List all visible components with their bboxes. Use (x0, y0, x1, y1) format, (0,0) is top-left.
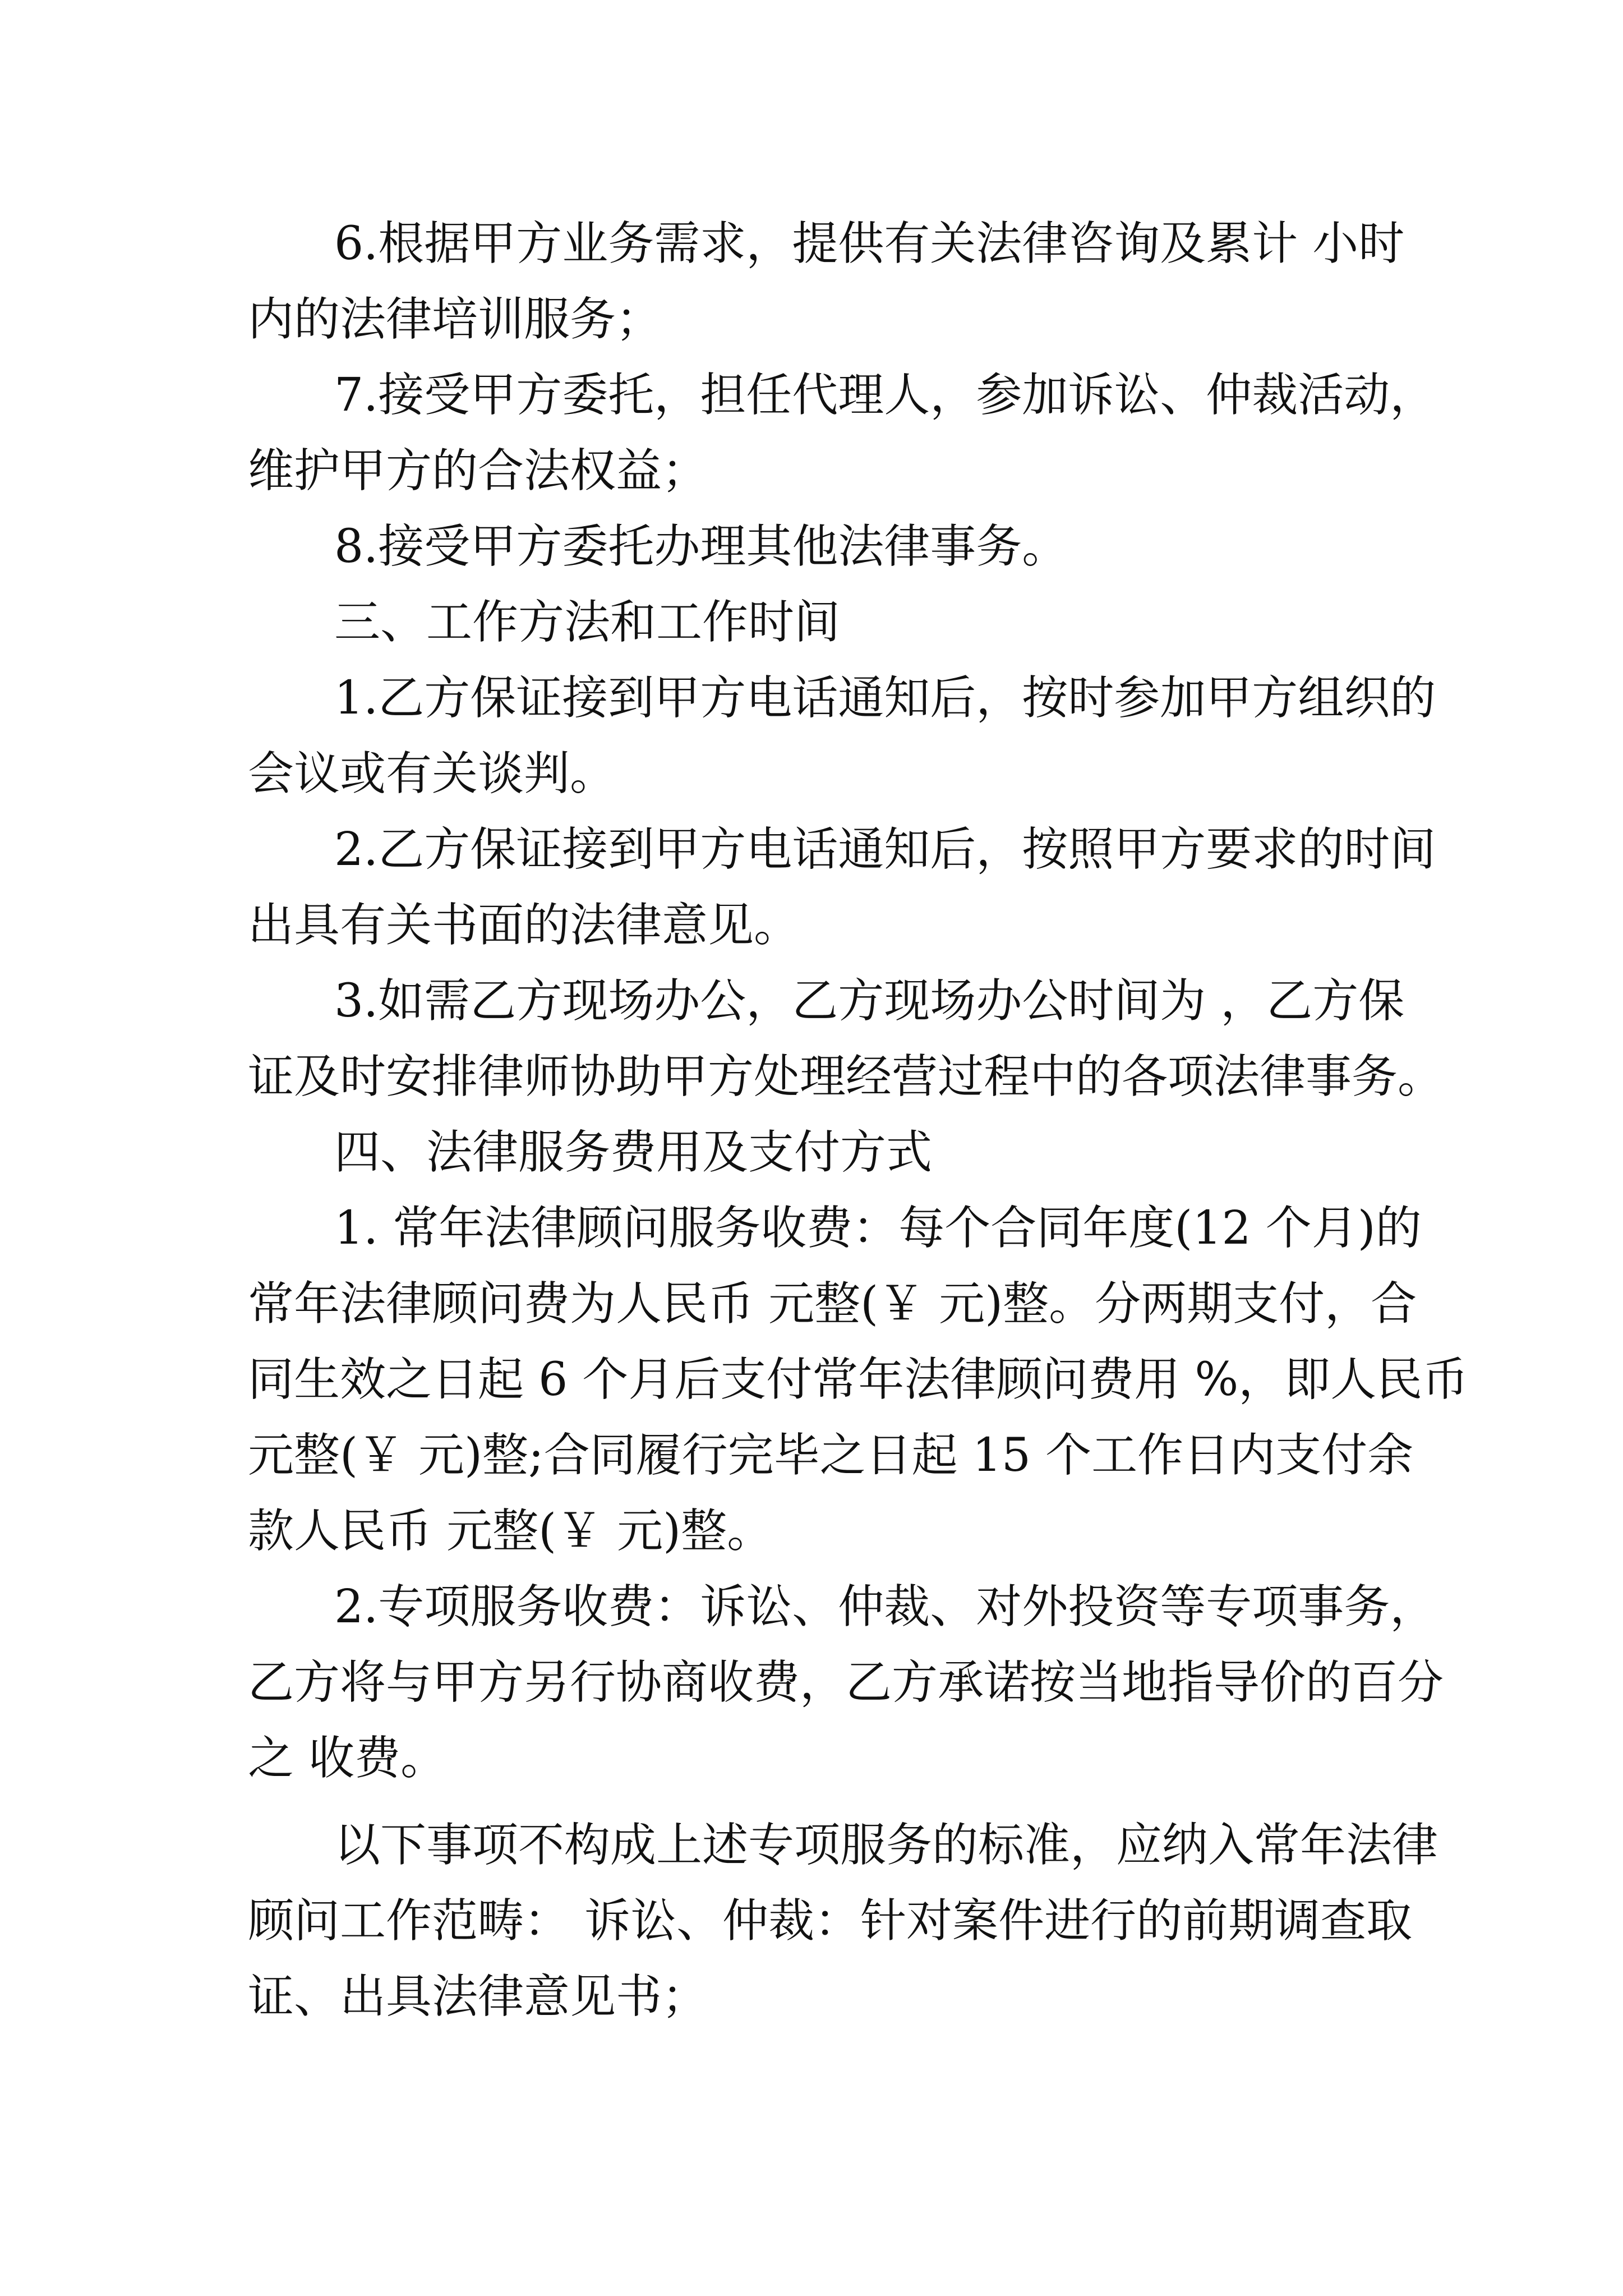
line-text: 证及时安排律师协助甲方处理经营过程中的各项法律事务。 (248, 1050, 1444, 1103)
line-text: 常年法律顾问费为人民币 元整(￥ 元)整。分两期支付，合 (248, 1277, 1417, 1331)
text-line (0, 1725, 1623, 1792)
line-text: 7.接受甲方委托，担任代理人，参加诉讼、仲裁活动， (334, 369, 1436, 422)
line-text: 1. 常年法律顾问服务收费：每个合同年度(12 个月)的 (334, 1202, 1422, 1255)
line-text: 三、工作方法和工作时间 (334, 596, 841, 649)
text-line (0, 1422, 1623, 1489)
text-line (0, 210, 1623, 278)
section-heading (0, 1119, 1623, 1186)
line-text: 1.乙方保证接到甲方电话通知后，按时参加甲方组织的 (334, 671, 1436, 725)
text-line (0, 1573, 1623, 1641)
line-text: 款人民币 元整(￥ 元)整。 (248, 1504, 773, 1558)
line-text: 乙方将与甲方另行协商收费，乙方承诺按当地指导价的百分 (248, 1656, 1444, 1709)
text-line (0, 892, 1623, 959)
text-line (0, 1963, 1623, 2031)
text-line (0, 513, 1623, 581)
text-line (0, 286, 1623, 353)
text-line (0, 1346, 1623, 1414)
text-line (0, 665, 1623, 732)
section-heading (0, 589, 1623, 656)
line-text: 维护甲方的合法权益； (248, 444, 708, 498)
line-text: 同生效之日起 6 个月后支付常年法律顾问费用 %，即人民币 (248, 1353, 1469, 1406)
text-line (0, 362, 1623, 429)
text-line (0, 968, 1623, 1035)
text-line (0, 1271, 1623, 1338)
line-text: 内的法律培训服务； (248, 293, 662, 346)
text-line (0, 438, 1623, 505)
line-text: 证、出具法律意见书； (248, 1970, 708, 2023)
line-text: 6.根据甲方业务需求，提供有关法律咨询及累计 小时 (334, 217, 1405, 270)
line-text: 之 收费。 (248, 1732, 447, 1785)
line-text: 8.接受甲方委托办理其他法律事务。 (334, 520, 1068, 573)
line-text: 以下事项不构成上述专项服务的标准，应纳入常年法律 (334, 1819, 1438, 1872)
line-text: 2.专项服务收费：诉讼、仲裁、对外投资等专项事务， (334, 1580, 1436, 1634)
line-text: 出具有关书面的法律意见。 (248, 899, 800, 952)
text-line (0, 1195, 1623, 1262)
line-text: 2.乙方保证接到甲方电话通知后，按照甲方要求的时间 (334, 823, 1436, 876)
line-text: 四、法律服务费用及支付方式 (334, 1126, 933, 1179)
text-line (0, 1043, 1623, 1111)
line-text: 元整(￥ 元)整;合同履行完毕之日起 15 个工作日内支付余 (248, 1429, 1414, 1482)
text-line (0, 1498, 1623, 1565)
text-line (0, 1649, 1623, 1717)
line-text: 会议或有关谈判。 (248, 747, 616, 800)
text-line (0, 1888, 1623, 1955)
text-line (0, 816, 1623, 884)
text-line (0, 1812, 1623, 1879)
line-text: 3.如需乙方现场办公，乙方现场办公时间为 ，乙方保 (334, 974, 1405, 1028)
line-text: 顾问工作范畴： 诉讼、仲裁：针对案件进行的前期调查取 (248, 1894, 1413, 1948)
text-line (0, 740, 1623, 808)
